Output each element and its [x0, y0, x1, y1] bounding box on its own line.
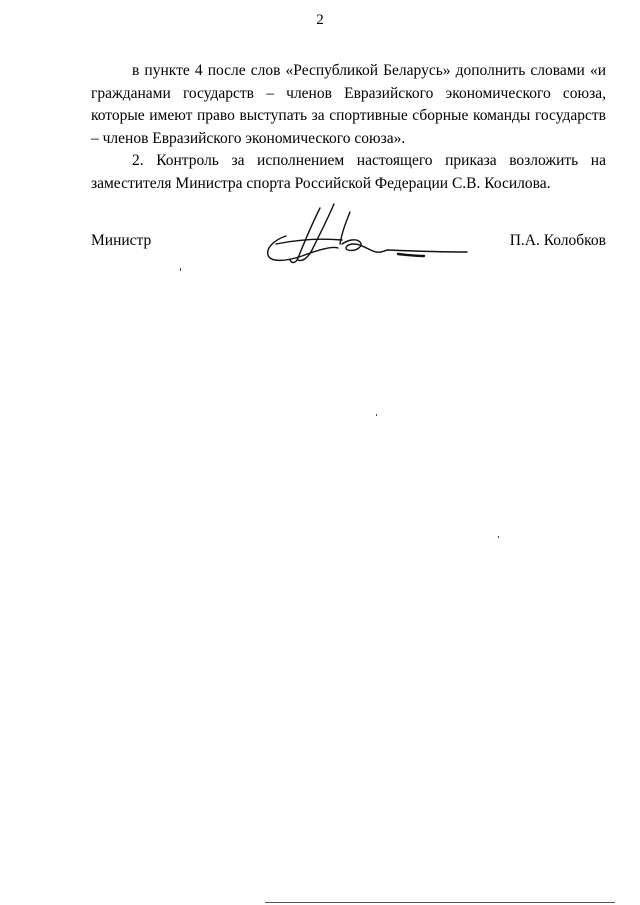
document-body [91, 60, 606, 195]
scan-edge-line [265, 902, 615, 903]
paragraph-amendment: в пункте 4 после слов «Республикой Беларусь» дополнить словами «и гражданами государств – членов Евразийского экономического союза, которые имеют право выступать за спортивные сборные команды государств – членов Евразийского экономического союза». [91, 62, 606, 147]
page-number: 2 [316, 12, 324, 28]
signatory-name: П.А. Колобков [509, 232, 606, 249]
scan-speck [498, 536, 499, 538]
handwritten-signature [262, 200, 472, 270]
scan-speck [376, 414, 377, 416]
paragraph-control: 2. Контроль за исполнением настоящего приказа возложить на заместителя Министра спорта Российской Федерации С.В. Косилова. [91, 152, 606, 192]
scan-speck [180, 268, 181, 271]
signatory-title: Министр [91, 232, 152, 249]
